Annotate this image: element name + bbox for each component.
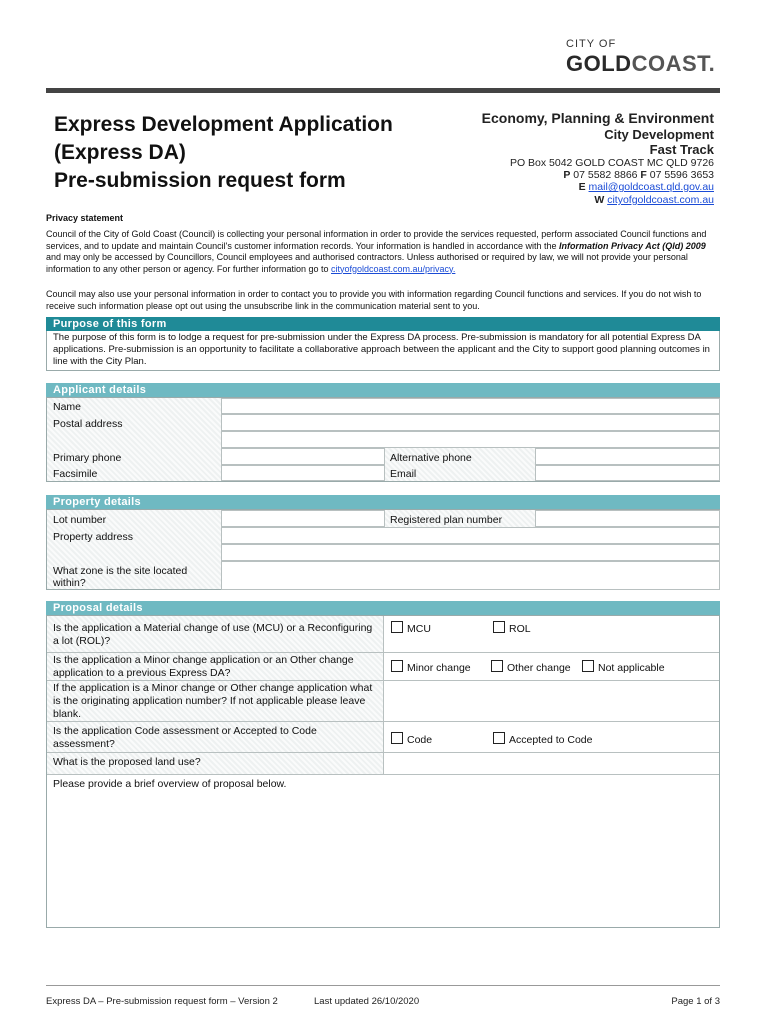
- zone-input[interactable]: [221, 561, 720, 590]
- not-applicable-option[interactable]: [582, 660, 665, 674]
- footer-rule: [46, 985, 720, 986]
- q1-label: Is the application a Material change of use (MCU) or a Reconfiguring a lot (ROL)?: [53, 622, 373, 647]
- applicant-box: [46, 397, 720, 482]
- web-label: W: [594, 194, 605, 206]
- proposal-heading: Proposal details: [46, 601, 720, 615]
- land-use-input[interactable]: [384, 753, 719, 774]
- fax-value: 07 5596 3653: [649, 169, 714, 181]
- phone-label: P: [563, 169, 571, 181]
- plan-label: Registered plan number: [390, 514, 503, 526]
- row-divider: [47, 721, 719, 722]
- address-input-1[interactable]: [221, 527, 720, 544]
- lot-input[interactable]: [221, 510, 385, 527]
- contact-phone: [563, 169, 714, 181]
- proposal-overview-input[interactable]: [48, 792, 718, 926]
- phone-value: 07 5582 8866: [573, 169, 638, 181]
- minor-change-option[interactable]: [391, 660, 471, 674]
- proposal-box: [46, 615, 720, 928]
- privacy-text-c: and may only be accessed by Councillors, Council employees and authorised contractors. Unless authorised or required by law, we will not provide your personal information to any other person or agency. For further information go to: [46, 252, 688, 274]
- other-change-label: Other change: [507, 662, 571, 674]
- footer-doc-title: Express DA – Pre-submission request form – Version 2: [46, 996, 278, 1007]
- name-label: Name: [53, 401, 82, 413]
- zone-label: What zone is the site located within?: [53, 565, 188, 589]
- privacy-text-a: Council of the City of Gold Coast (Council) is collecting your personal information in order to provide the services requested, perform associated Council functions and services, and to update and maintain Council's customer information records. Your information is handled in accordance with the: [46, 229, 707, 251]
- rol-option[interactable]: [493, 621, 531, 635]
- lot-label: Lot number: [53, 514, 107, 526]
- fax-label: F: [640, 169, 647, 181]
- q2-label: Is the application a Minor change application or an Other change application to a previous Express DA?: [53, 654, 354, 679]
- alt-phone-input[interactable]: [535, 448, 720, 465]
- contact-po: PO Box 5042 GOLD COAST MC QLD 9726: [509, 157, 714, 169]
- accepted-to-code-option[interactable]: [493, 732, 592, 746]
- minor-change-label: Minor change: [407, 662, 471, 674]
- postal-input-1[interactable]: [221, 414, 720, 431]
- code-label: Code: [407, 734, 433, 746]
- accepted-to-code-label: Accepted to Code: [509, 734, 593, 746]
- other-change-option[interactable]: [491, 660, 571, 674]
- email-input[interactable]: [535, 465, 720, 481]
- applicant-heading: Applicant details: [46, 383, 720, 397]
- not-applicable-checkbox[interactable]: [582, 660, 594, 672]
- logo-coast: COAST.: [631, 51, 716, 76]
- dept-fasttrack: Fast Track: [649, 142, 714, 157]
- q3-label: If the application is a Minor change or Other change application what is the originating application number? If not applicable please leave blank.: [53, 682, 373, 720]
- rol-checkbox[interactable]: [493, 621, 505, 633]
- q6-label: Please provide a brief overview of proposal below.: [53, 778, 287, 790]
- accepted-to-code-checkbox[interactable]: [493, 732, 505, 744]
- page-title-line2: (Express DA): [54, 141, 186, 164]
- code-option[interactable]: [391, 732, 432, 746]
- not-applicable-label: Not applicable: [598, 662, 665, 674]
- privacy-link[interactable]: cityofgoldcoast.com.au/privacy.: [331, 263, 456, 274]
- email-label: E: [578, 181, 586, 193]
- code-checkbox[interactable]: [391, 732, 403, 744]
- dept-name: Economy, Planning & Environment: [481, 110, 714, 126]
- purpose-text: The purpose of this form is to lodge a request for pre-submission under the Express DA process. Pre-submission is mandatory for all potential Express DA applications. Pre-submission is an opportunity to facilitate a collaborative approach between the applicant and the City to support good planning outcomes in line with the City Plan.: [53, 332, 710, 367]
- logo-gold-coast: [566, 51, 715, 77]
- property-heading: Property details: [46, 495, 720, 509]
- logo-city-of: CITY OF: [566, 38, 617, 50]
- row-divider: [47, 652, 719, 653]
- alt-phone-label: Alternative phone: [390, 452, 472, 464]
- footer-page: Page 1 of 3: [671, 996, 720, 1007]
- email-field-label: Email: [390, 468, 417, 480]
- page-title-line1: Express Development Application: [54, 113, 393, 136]
- q4-label: Is the application Code assessment or Accepted to Code assessment?: [53, 725, 317, 750]
- primary-phone-input[interactable]: [221, 448, 385, 465]
- contact-email: [579, 181, 714, 193]
- postal-label: Postal address: [53, 418, 123, 430]
- plan-input[interactable]: [535, 510, 720, 527]
- address-input-2[interactable]: [221, 544, 720, 561]
- address-label: Property address: [53, 531, 133, 543]
- email-link[interactable]: mail@goldcoast.qld.gov.au: [588, 181, 714, 193]
- web-link[interactable]: cityofgoldcoast.com.au: [607, 194, 714, 206]
- fax-input[interactable]: [221, 465, 385, 481]
- fax-label: Facsimile: [53, 468, 98, 480]
- q5-label: What is the proposed land use?: [53, 756, 201, 768]
- dept-sub: City Development: [604, 127, 714, 142]
- page-title-line3: Pre-submission request form: [54, 169, 346, 192]
- purpose-heading: Purpose of this form: [46, 317, 720, 331]
- privacy-act: Information Privacy Act (Qld) 2009: [559, 240, 706, 251]
- name-input[interactable]: [221, 398, 720, 414]
- mcu-option[interactable]: [391, 621, 431, 635]
- contact-web: [594, 194, 714, 206]
- postal-input-2[interactable]: [221, 431, 720, 448]
- mcu-checkbox[interactable]: [391, 621, 403, 633]
- property-box: [46, 509, 720, 590]
- purpose-box: [46, 331, 720, 371]
- footer-updated: Last updated 26/10/2020: [314, 996, 420, 1007]
- minor-change-checkbox[interactable]: [391, 660, 403, 672]
- privacy-paragraph-2: Council may also use your personal information in order to contact you to provide you with information regarding Council functions and services. If you do not wish to receive such information please opt out using the unsubscribe link in the communication material sent to you.: [46, 289, 702, 311]
- mcu-label: MCU: [407, 623, 431, 635]
- privacy-heading: Privacy statement: [46, 213, 124, 223]
- rol-label: ROL: [509, 623, 531, 635]
- other-change-checkbox[interactable]: [491, 660, 503, 672]
- row-divider: [47, 774, 719, 775]
- logo-gold: GOLD: [566, 51, 632, 76]
- header-rule: [46, 88, 720, 93]
- primary-phone-label: Primary phone: [53, 452, 122, 464]
- privacy-paragraph-1: [46, 229, 722, 275]
- originating-app-input[interactable]: [384, 681, 719, 721]
